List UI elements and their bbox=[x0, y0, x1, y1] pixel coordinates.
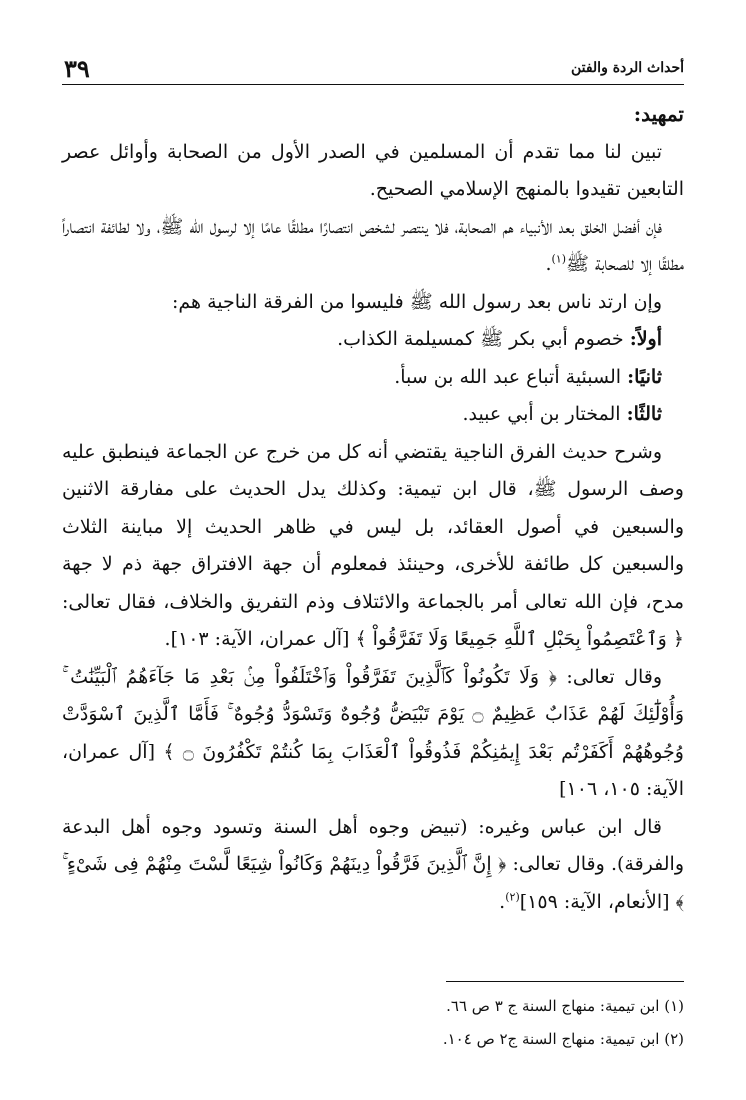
paragraph-hadith-text: وشرح حديث الفرق الناجية يقتضي أنه كل من خرج عن الجماعة فينطبق عليه وصف الرسول ﷺ، قال ابن تيمية: وكذلك يدل الحديث على مفارقة الاثنين والسبعين في أصول العقائد، بل ليس في ظاهر الحديث إلا مباينة الثلاث والسبعين كل طائفة للأخرى، وحينئذ فمعلوم أن جهة الافتراق جهة ذم لا جهة مدح، فإن الله تعالى أمر بالجماعة والائتلاف وذم التفريق والخلاف، فقال تعالى: bbox=[62, 440, 684, 613]
list-item-second bbox=[62, 359, 684, 397]
list-item-first bbox=[62, 321, 684, 359]
quran-verse-imran-103: ﴿ وَٱعْتَصِمُواْ بِحَبْلِ ٱللَّهِ جَمِيعًا وَلَا تَفَرَّقُواْ ﴾ bbox=[355, 628, 684, 650]
paragraph-companions bbox=[62, 209, 684, 284]
footnotes bbox=[62, 990, 684, 1056]
paragraph-apostates: وإن ارتد ناس بعد رسول الله ﷺ فليسوا من الفرقة الناجية هم: bbox=[171, 290, 662, 313]
paragraph-ibn-abbas-end: . bbox=[499, 890, 506, 913]
section-heading: تمهيد: bbox=[633, 102, 684, 126]
list-label-third: ثالثًا: bbox=[626, 403, 662, 425]
footnote-rule bbox=[446, 981, 684, 982]
paragraph-verse-text: وقال تعالى: bbox=[566, 665, 662, 688]
paragraph-intro: تبين لنا مما تقدم أن المسلمين في الصدر الأول من الصحابة وأوائل عصر التابعين تقيدوا بالمنهج الإسلامي الصحيح. bbox=[62, 140, 684, 200]
main-text bbox=[62, 96, 684, 921]
running-header bbox=[62, 54, 684, 83]
header-rule bbox=[62, 84, 684, 85]
paragraph-ibn-abbas-text: قال ابن عباس وغيره: (تبيض وجوه أهل السنة وتسود وجوه أهل البدعة والفرقة). وقال تعالى: bbox=[62, 815, 685, 875]
paragraph-companions-end: . bbox=[545, 253, 552, 275]
paragraph-hadith bbox=[62, 434, 684, 659]
quran-verse-imran-105: ﴿ وَلَا تَكُونُواْ كَٱلَّذِينَ تَفَرَّقُواْ وَٱخْتَلَفُواْ مِنۢ بَعْدِ مَا جَآءَهُمُ ٱلْبَيِّنَٰتُ ۚ وَأُوْلَٰٓئِكَ لَهُمْ عَذَابٌ عَظِيمٌ ۝ يَوْمَ تَبْيَضُّ وُجُوهٌ وَتَسْوَدُّ وُجُوهٌ ۚ فَأَمَّا ٱلَّذِينَ ٱسْوَدَّتْ وُجُوهُهُمْ أَكَفَرْتُم بَعْدَ إِيمَٰنِكُمْ فَذُوقُواْ ٱلْعَذَابَ بِمَا كُنتُمْ تَكْفُرُونَ ۝ ﴾ bbox=[62, 665, 684, 763]
footnote-item: (١) ابن تيمية: منهاج السنة ج ٣ ص ٦٦. bbox=[446, 997, 684, 1015]
list-text-first: خصوم أبي بكر ﷺ كمسيلمة الكذاب. bbox=[337, 328, 624, 350]
list-label-first: أولاً: bbox=[629, 328, 662, 350]
page-number: ٣٩ bbox=[64, 54, 90, 83]
running-title: أحداث الردة والفتن bbox=[570, 60, 684, 76]
quran-verse-anam-159: ﴿ إِنَّ ٱلَّذِينَ فَرَّقُواْ دِينَهُمْ وَكَانُواْ شِيَعًا لَّسْتَ مِنْهُمْ فِى شَىْءٍ ۚ ﴾ bbox=[62, 853, 684, 913]
list-label-second: ثانيًا: bbox=[627, 365, 662, 388]
list-text-second: السبئية أتباع عبد الله بن سبأ. bbox=[394, 365, 622, 388]
paragraph-ibn-abbas bbox=[62, 809, 684, 922]
footnote-ref-2[interactable]: (٢) bbox=[505, 890, 520, 904]
paragraph-verse bbox=[62, 659, 684, 809]
list-item-third bbox=[62, 396, 684, 434]
paragraph-companions-text: فإن أفضل الخلق بعد الأنبياء هم الصحابة، فلا ينتصر لشخص انتصارًا مطلقًا عامًا إلا لرسول الله ﷺ، ولا لطائفة انتصاراً مطلقًا إلا للصحابة ﷺ bbox=[62, 215, 684, 275]
verse-ref-anam-159: [الأنعام، الآية: ١٥٩] bbox=[519, 890, 670, 913]
footnote-ref-1[interactable]: (١) bbox=[551, 252, 567, 266]
list-text-third: المختار بن أبي عبيد. bbox=[462, 403, 621, 425]
footnote-item: (٢) ابن تيمية: منهاج السنة ج٢ ص ١٠٤. bbox=[442, 1030, 684, 1048]
verse-ref-imran-105: [آل عمران، الآية: ١٠٥، ١٠٦] bbox=[62, 740, 684, 800]
verse-ref-imran-103: [آل عمران، الآية: ١٠٣]. bbox=[164, 628, 350, 650]
